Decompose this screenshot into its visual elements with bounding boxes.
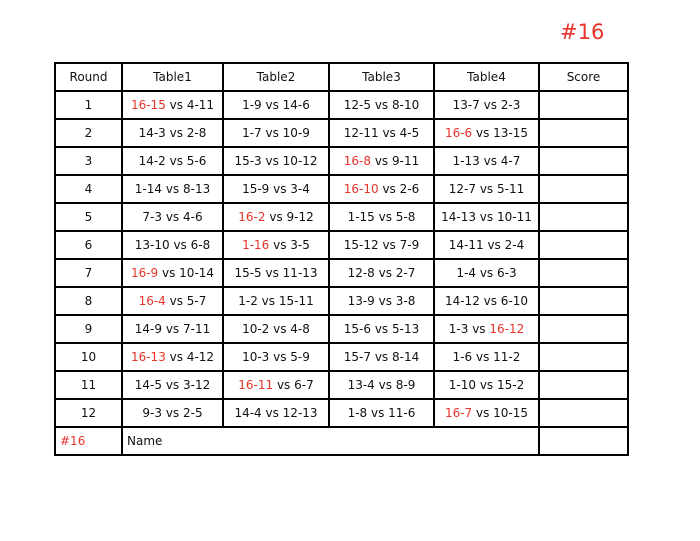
match-cell-table1: 13-10 vs 6-8 [122,231,223,259]
table-row [55,287,628,315]
score-cell[interactable] [539,259,628,287]
match-cell-table2 [223,231,329,259]
score-cell[interactable] [539,231,628,259]
opponent-pair: 10-15 [493,406,529,420]
round-number: 8 [55,287,122,315]
match-cell-table2: 15-9 vs 3-4 [223,175,329,203]
round-number: 1 [55,91,122,119]
match-cell-table3: 15-6 vs 5-13 [329,315,434,343]
footer-score-cell[interactable] [539,427,628,455]
match-cell-table2 [223,203,329,231]
match-cell-table4 [434,399,539,427]
versus-text: vs [468,322,490,336]
round-number: 6 [55,231,122,259]
match-cell-table2: 10-2 vs 4-8 [223,315,329,343]
schedule-table [54,62,629,456]
match-cell-table1 [122,343,223,371]
opponent-pair: 10-14 [179,266,215,280]
highlighted-pair: 16-7 [444,406,473,420]
versus-text: vs [165,350,187,364]
opponent-pair: 5-7 [186,294,207,308]
score-cell[interactable] [539,175,628,203]
match-cell-table1: 9-3 vs 2-5 [122,399,223,427]
highlighted-pair: 16-10 [343,182,379,196]
highlighted-pair: 16-4 [138,294,166,308]
versus-text: vs [265,210,287,224]
table-row [55,203,628,231]
highlighted-pair: 16-2 [238,210,266,224]
table-row [55,315,628,343]
header-table3: Table3 [329,63,434,91]
match-cell-table4 [434,315,539,343]
name-field[interactable] [122,427,539,455]
match-cell-table2: 1-2 vs 15-11 [223,287,329,315]
match-cell-table1: 14-9 vs 7-11 [122,315,223,343]
versus-text: vs [371,154,392,168]
highlighted-pair: 16-9 [130,266,159,280]
match-cell-table1 [122,91,223,119]
score-cell[interactable] [539,91,628,119]
table-row [55,259,628,287]
score-cell[interactable] [539,371,628,399]
opponent-pair: 9-11 [391,154,420,168]
match-cell-table4: 1-10 vs 15-2 [434,371,539,399]
match-cell-table1: 14-5 vs 3-12 [122,371,223,399]
versus-text: vs [273,378,295,392]
round-number: 9 [55,315,122,343]
opponent-pair: 1-3 [448,322,469,336]
match-cell-table1: 14-3 vs 2-8 [122,119,223,147]
score-cell[interactable] [539,287,628,315]
match-cell-table4 [434,119,539,147]
highlighted-pair: 16-8 [343,154,371,168]
opponent-pair: 13-15 [493,126,529,140]
match-cell-table3: 12-5 vs 8-10 [329,91,434,119]
table-row [55,147,628,175]
match-cell-table4: 14-11 vs 2-4 [434,231,539,259]
highlighted-pair: 1-16 [242,238,270,252]
match-cell-table1 [122,287,223,315]
header-table2: Table2 [223,63,329,91]
match-cell-table4: 1-6 vs 11-2 [434,343,539,371]
match-cell-table3: 13-9 vs 3-8 [329,287,434,315]
header-score: Score [539,63,628,91]
table-row [55,91,628,119]
match-cell-table4: 1-4 vs 6-3 [434,259,539,287]
versus-text: vs [158,266,180,280]
match-cell-table3: 15-7 vs 8-14 [329,343,434,371]
score-cell[interactable] [539,343,628,371]
opponent-pair: 3-5 [290,238,310,252]
highlighted-pair: 16-13 [130,350,166,364]
header-round: Round [55,63,122,91]
match-cell-table3: 12-8 vs 2-7 [329,259,434,287]
round-number: 11 [55,371,122,399]
schedule-body [55,91,628,427]
versus-text: vs [165,294,187,308]
opponent-pair: 9-12 [286,210,314,224]
opponent-pair: 6-7 [294,378,314,392]
versus-text: vs [269,238,291,252]
match-cell-table1 [122,259,223,287]
match-cell-table3 [329,175,434,203]
match-cell-table1: 14-2 vs 5-6 [122,147,223,175]
score-cell[interactable] [539,399,628,427]
opponent-pair: 4-12 [186,350,215,364]
table-row [55,371,628,399]
round-number: 2 [55,119,122,147]
round-number: 4 [55,175,122,203]
round-number: 12 [55,399,122,427]
round-number: 3 [55,147,122,175]
opponent-pair: 4-11 [186,98,215,112]
match-cell-table2 [223,371,329,399]
match-cell-table2: 1-9 vs 14-6 [223,91,329,119]
header-table1: Table1 [122,63,223,91]
match-cell-table3: 1-8 vs 11-6 [329,399,434,427]
match-cell-table4: 14-13 vs 10-11 [434,203,539,231]
match-cell-table4: 14-12 vs 6-10 [434,287,539,315]
match-cell-table3: 13-4 vs 8-9 [329,371,434,399]
match-cell-table4: 12-7 vs 5-11 [434,175,539,203]
match-cell-table1: 1-14 vs 8-13 [122,175,223,203]
table-row [55,343,628,371]
score-cell[interactable] [539,147,628,175]
table-row [55,231,628,259]
match-cell-table3 [329,147,434,175]
versus-text: vs [472,126,494,140]
page-number: #16 [560,20,605,44]
round-number: 10 [55,343,122,371]
match-cell-table2: 15-3 vs 10-12 [223,147,329,175]
match-cell-table3: 1-15 vs 5-8 [329,203,434,231]
footer-row [55,427,628,455]
match-cell-table4: 1-13 vs 4-7 [434,147,539,175]
name-label: Name [127,434,163,448]
score-cell[interactable] [539,315,628,343]
match-cell-table2: 10-3 vs 5-9 [223,343,329,371]
round-number: 5 [55,203,122,231]
match-cell-table2: 14-4 vs 12-13 [223,399,329,427]
match-cell-table3: 15-12 vs 7-9 [329,231,434,259]
score-cell[interactable] [539,203,628,231]
header-table4: Table4 [434,63,539,91]
highlighted-pair: 16-11 [238,378,274,392]
table-row [55,399,628,427]
match-cell-table2: 1-7 vs 10-9 [223,119,329,147]
versus-text: vs [165,98,187,112]
highlighted-pair: 16-6 [444,126,473,140]
match-cell-table1: 7-3 vs 4-6 [122,203,223,231]
versus-text: vs [378,182,400,196]
header-row [55,63,628,91]
highlighted-pair: 16-12 [489,322,525,336]
opponent-pair: 2-6 [399,182,420,196]
versus-text: vs [472,406,494,420]
match-cell-table4: 13-7 vs 2-3 [434,91,539,119]
table-row [55,119,628,147]
highlighted-pair: 16-15 [130,98,166,112]
table-row [55,175,628,203]
round-number: 7 [55,259,122,287]
score-cell[interactable] [539,119,628,147]
match-cell-table2: 15-5 vs 11-13 [223,259,329,287]
footer-player-number: #16 [55,427,122,455]
match-cell-table3: 12-11 vs 4-5 [329,119,434,147]
